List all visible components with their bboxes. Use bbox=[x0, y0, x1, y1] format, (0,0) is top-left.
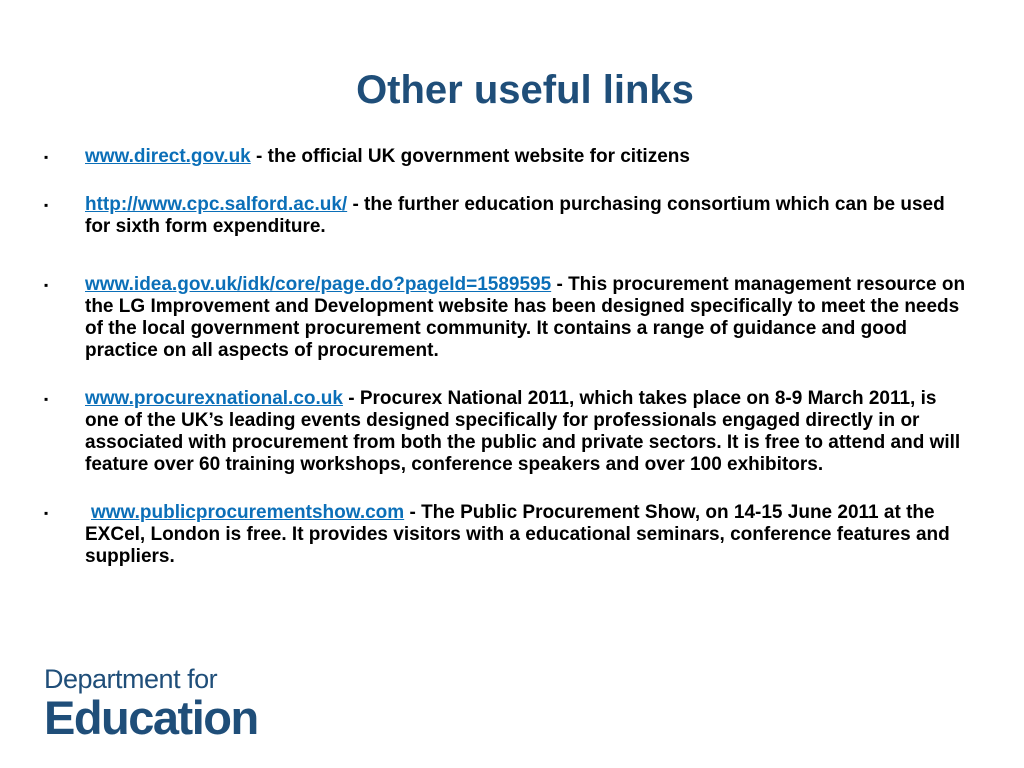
link-public-procurement-show[interactable]: www.publicprocurementshow.com bbox=[91, 502, 405, 523]
bullet-icon: ▪ bbox=[44, 198, 49, 212]
link-idea-gov[interactable]: www.idea.gov.uk/idk/core/page.do?pageId=1589595 bbox=[85, 274, 552, 295]
list-item bbox=[44, 388, 974, 476]
bullet-icon: ▪ bbox=[44, 278, 49, 292]
link-description: - Procurex National 2011, which takes place on 8-9 March 2011, is one of the UK’s leading events designed specifically for professionals engaged directly in or associated with procurement from both the public and private sectors. It is free to attend and will feature over 60 training workshops, conference speakers and over 100 exhibitors. bbox=[85, 388, 961, 475]
link-description: - This procurement management resource on the LG Improvement and Development website has been designed specifically to meet the needs of the local government procurement community. It contains a range of guidance and good practice on all aspects of procurement. bbox=[85, 274, 966, 361]
links-list bbox=[44, 146, 974, 568]
department-for-education-logo bbox=[44, 664, 258, 742]
logo-line-department-for: Department for bbox=[44, 664, 218, 694]
bullet-icon: ▪ bbox=[44, 506, 49, 520]
slide-title: Other useful links bbox=[356, 68, 694, 112]
link-procurex-national[interactable]: www.procurexnational.co.uk bbox=[85, 388, 343, 409]
link-description: - the further education purchasing consortium which can be used for sixth form expenditure. bbox=[85, 194, 945, 237]
logo-line-education: Education bbox=[44, 691, 258, 744]
link-direct-gov[interactable]: www.direct.gov.uk bbox=[85, 146, 251, 167]
link-cpc-salford[interactable]: http://www.cpc.salford.ac.uk/ bbox=[85, 194, 348, 215]
list-item bbox=[44, 146, 974, 168]
list-item bbox=[44, 502, 974, 568]
list-item bbox=[44, 274, 974, 362]
list-item bbox=[44, 194, 974, 238]
bullet-icon: ▪ bbox=[44, 392, 49, 406]
bullet-icon: ▪ bbox=[44, 150, 49, 164]
link-description: - The Public Procurement Show, on 14-15 June 2011 at the EXCel, London is free. It provides visitors with a educational seminars, conference features and suppliers. bbox=[85, 502, 950, 567]
link-description: - the official UK government website for citizens bbox=[250, 146, 690, 167]
